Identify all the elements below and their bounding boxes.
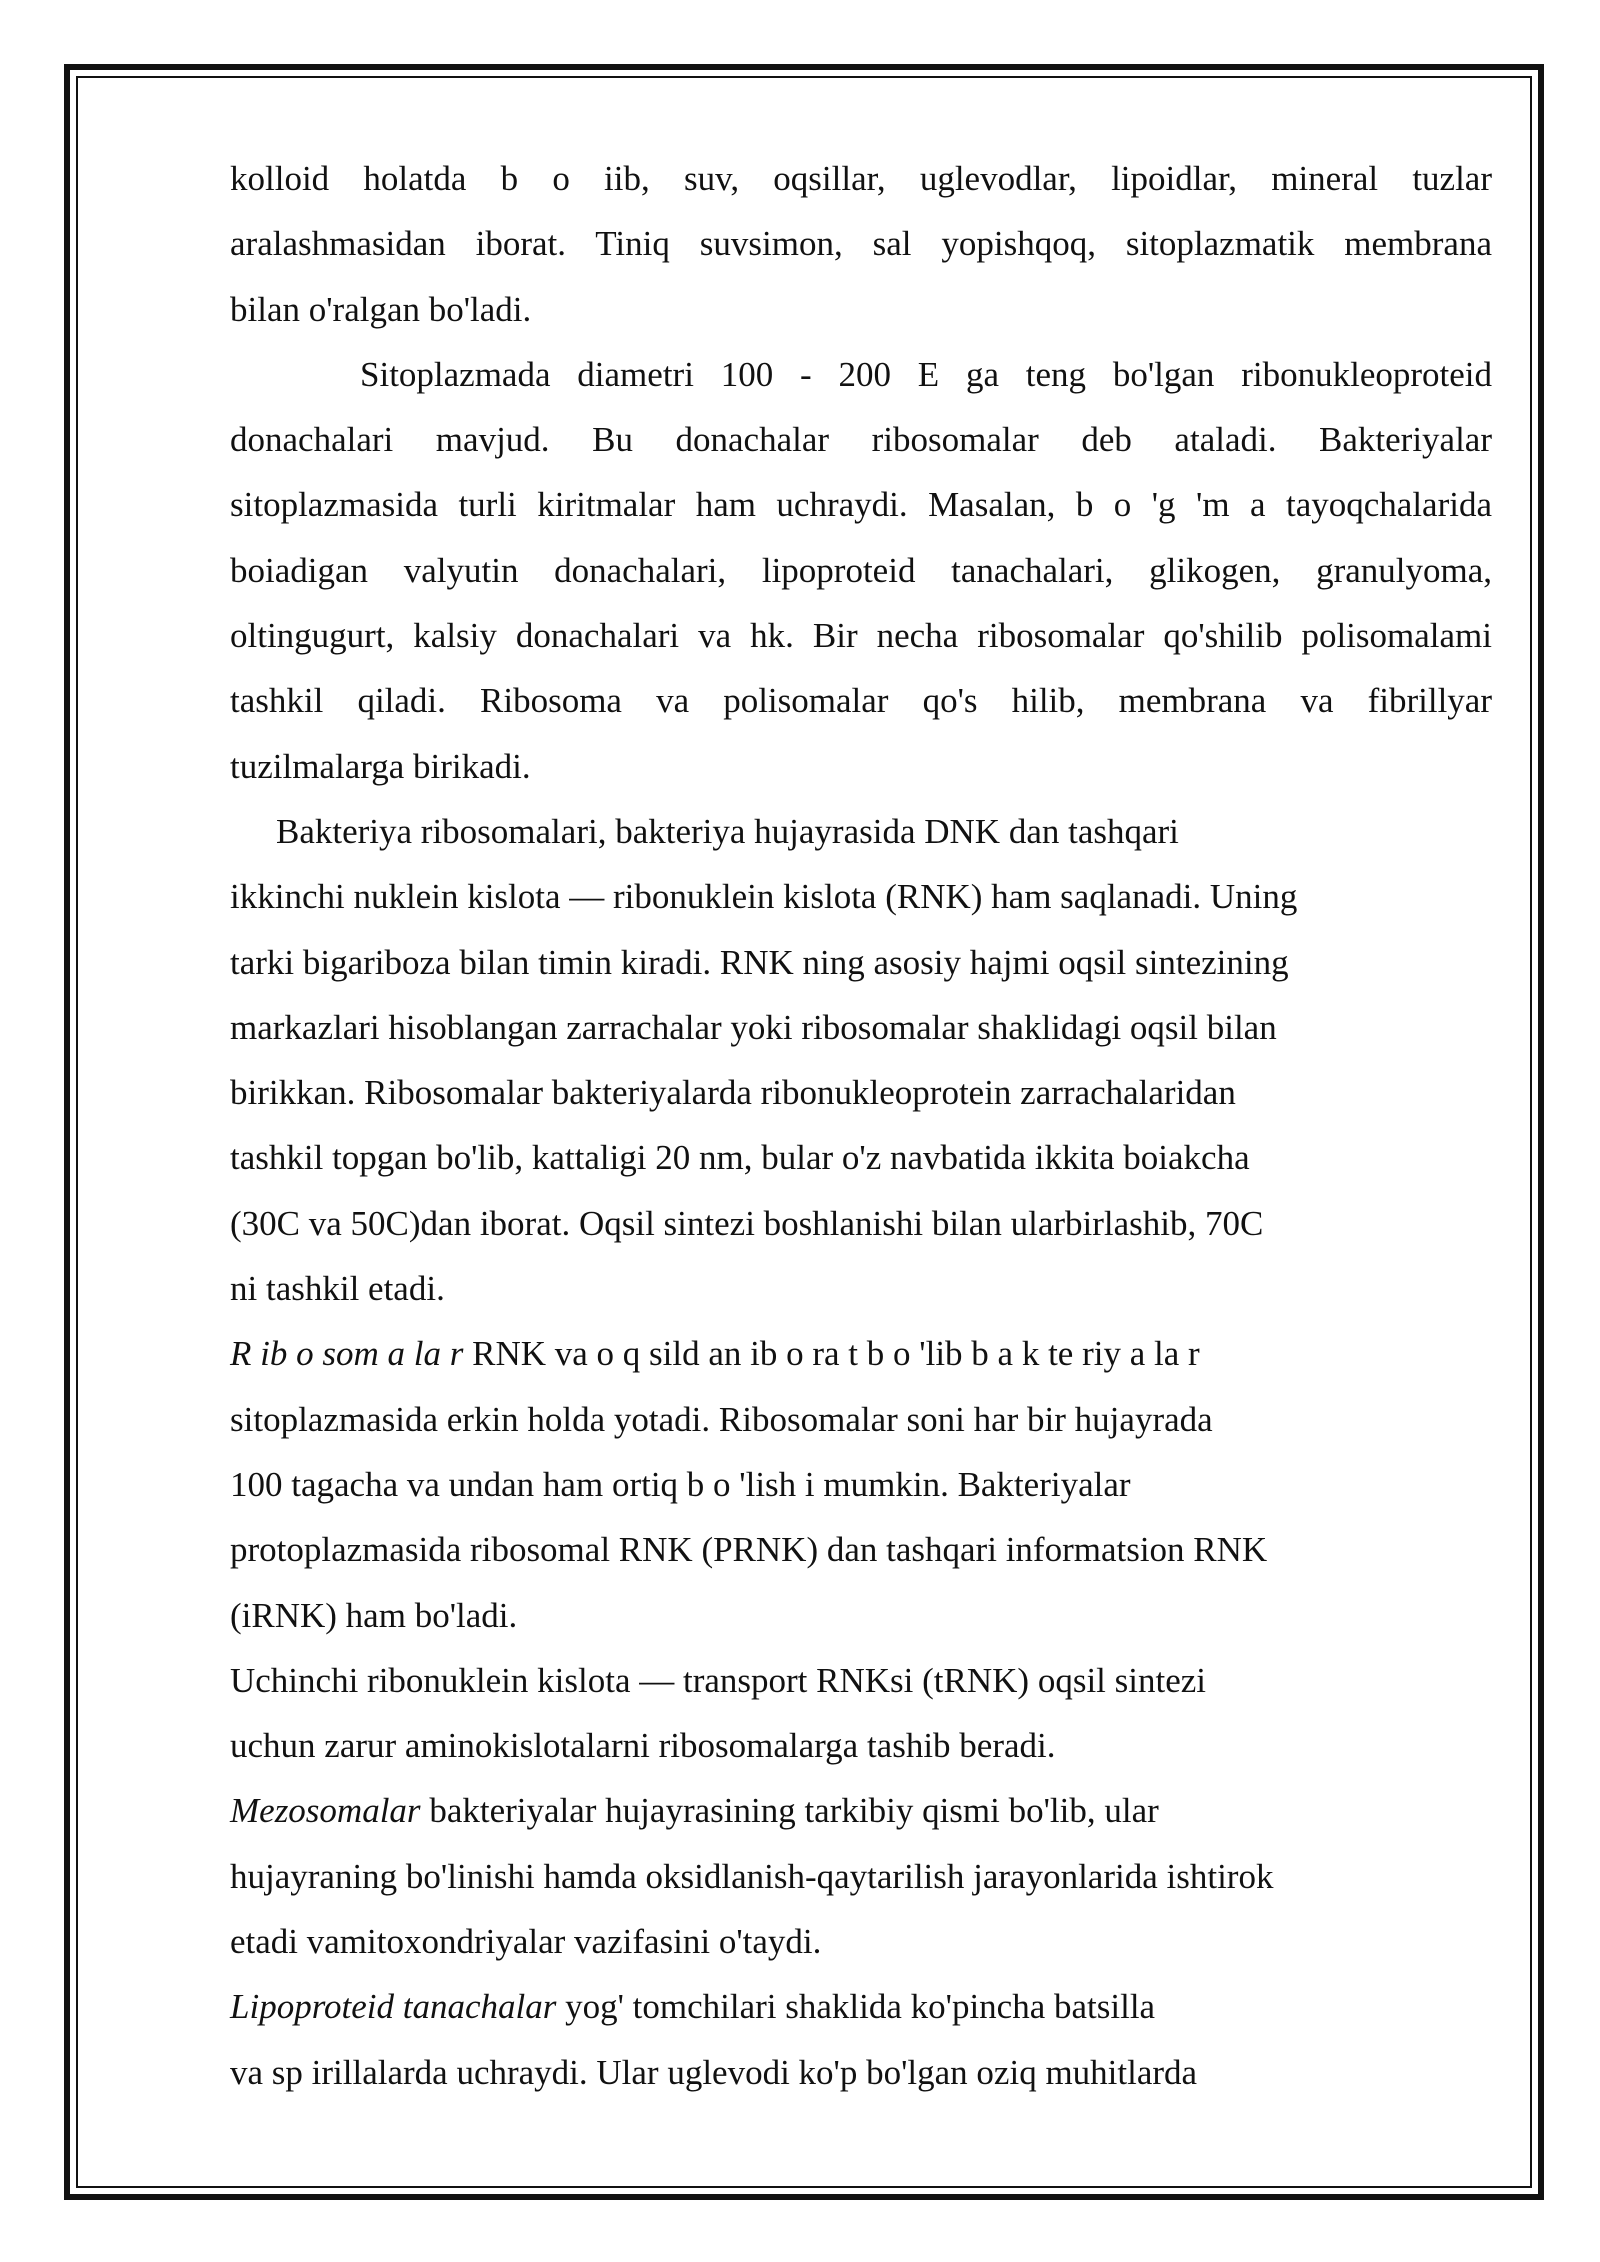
text-line — [230, 1974, 1492, 2039]
text-line: hujayraning bo'linishi hamda oksidlanish-qaytarilish jarayonlarida ishtirok — [230, 1856, 1274, 1896]
text-line: (30C va 50C)dan iborat. Oqsil sintezi boshlanishi bilan ularbirlashib, 70C — [230, 1203, 1264, 1243]
text-line: boiadigan valyutin donachalari, lipoproteid tanachalari, glikogen, granulyoma, — [230, 550, 1492, 590]
text-line: (iRNK) ham bo'ladi. — [230, 1595, 518, 1635]
text-line: etadi vamitoxondriyalar vazifasini o'taydi. — [230, 1922, 822, 1962]
text-line: aralashmasidan iborat. Tiniq suvsimon, sal yopishqoq, sitoplazmatik membrana — [230, 224, 1492, 264]
line-text: RNK va o q sild an ib o ra t b o 'lib b a k te riy a la r — [463, 1334, 1200, 1374]
text-line: protoplazmasida ribosomal RNK (PRNK) dan tashqari informatsion RNK — [230, 1530, 1268, 1570]
italic-term: R ib o som a la r — [230, 1334, 464, 1374]
text-line: ni tashkil etadi. — [230, 1269, 445, 1309]
text-line: tuzilmalarga birikadi. — [230, 746, 531, 786]
text-line: uchun zarur aminokislotalarni ribosomalarga tashib beradi. — [230, 1726, 1056, 1766]
line-text: yog' tomchilari shaklida ko'pincha batsilla — [556, 1987, 1156, 2027]
text-line: markazlari hisoblangan zarrachalar yoki ribosomalar shaklidagi oqsil bilan — [230, 1007, 1277, 1047]
text-line: birikkan. Ribosomalar bakteriyalarda ribonukleoprotein zarrachalaridan — [230, 1073, 1236, 1113]
text-line — [230, 1321, 1492, 1386]
text-line: bilan o'ralgan bo'ladi. — [230, 289, 532, 329]
line-text: bakteriyalar hujayrasining tarkibiy qismi bo'lib, ular — [420, 1791, 1159, 1831]
italic-term: Lipoproteid tanachalar — [230, 1987, 557, 2027]
text-line: tashkil qiladi. Ribosoma va polisomalar qo's hilib, membrana va fibrillyar — [230, 681, 1492, 721]
text-line: kolloid holatda b o iib, suv, oqsillar, uglevodlar, lipoidlar, mineral tuzlar — [230, 159, 1492, 198]
text-line: sitoplazmasida erkin holda yotadi. Ribosomalar soni har bir hujayrada — [230, 1399, 1213, 1439]
text-line — [230, 1778, 1492, 1843]
text-line: oltingugurt, kalsiy donachalari va hk. Bir necha ribosomalar qo'shilib polisomalami — [230, 616, 1492, 656]
text-line: tashkil topgan bo'lib, kattaligi 20 nm, bular o'z navbatida ikkita boiakcha — [230, 1138, 1250, 1178]
text-line: Sitoplazmada diametri 100 - 200 E ga teng bo'lgan ribonukleoproteid — [360, 354, 1492, 394]
text-line: va sp irillalarda uchraydi. Ular uglevodi ko'p bo'lgan oziq muhitlarda — [230, 2052, 1198, 2092]
italic-term: Mezosomalar — [230, 1791, 421, 1831]
text-line: 100 tagacha va undan ham ortiq b o 'lish i mumkin. Bakteriyalar — [230, 1464, 1131, 1504]
text-line: tarki bigariboza bilan timin kiradi. RNK ning asosiy hajmi oqsil sintezining — [230, 942, 1289, 982]
text-line: ikkinchi nuklein kislota — ribonuklein kislota (RNK) ham saqlanadi. Uning — [230, 877, 1298, 917]
text-line: sitoplazmasida turli kiritmalar ham uchraydi. Masalan, b o 'g 'm a tayoqchalarida — [230, 485, 1492, 525]
text-line: Bakteriya ribosomalari, bakteriya hujayrasida DNK dan tashqari — [276, 811, 1179, 851]
document-body — [230, 146, 1492, 2105]
text-line: Uchinchi ribonuklein kislota — transport RNKsi (tRNK) oqsil sintezi — [230, 1660, 1207, 1700]
text-line: donachalari mavjud. Bu donachalar ribosomalar deb ataladi. Bakteriyalar — [230, 420, 1492, 460]
